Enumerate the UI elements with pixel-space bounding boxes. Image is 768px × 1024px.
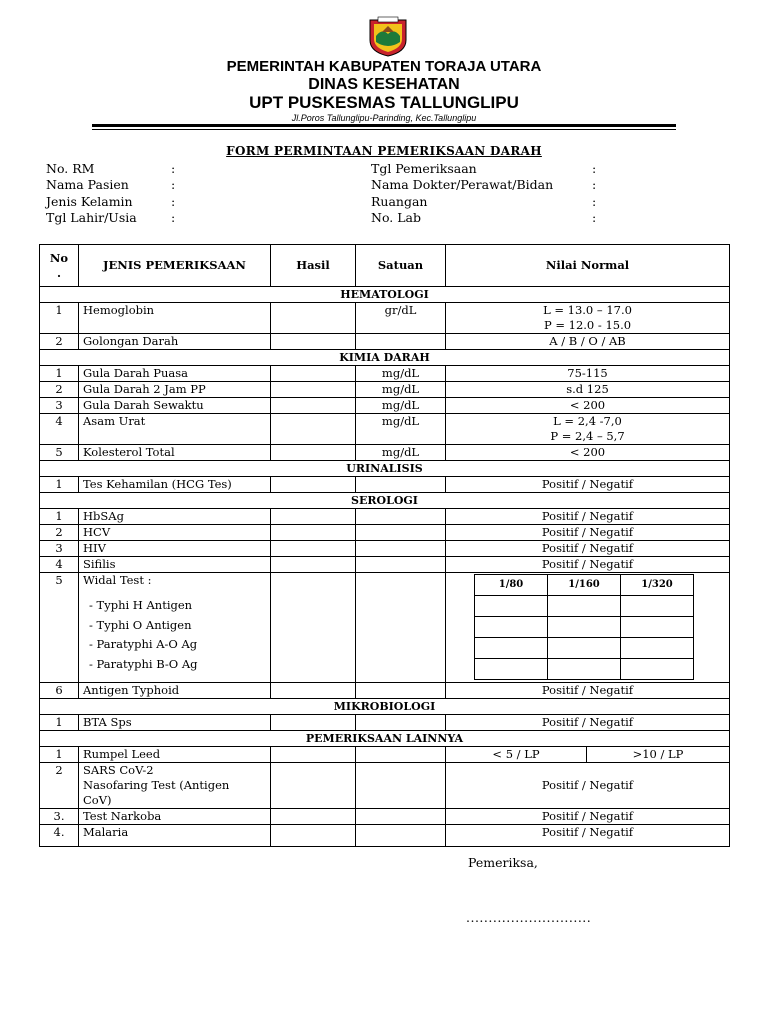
result-cell[interactable] xyxy=(271,382,356,398)
header-puskesmas: UPT PUSKESMAS TALLUNGLIPU xyxy=(249,93,519,112)
table-row: 2 Golongan Darah A / B / O / AB xyxy=(40,334,730,350)
titer-cell[interactable] xyxy=(548,596,621,617)
titer-1-160: 1/160 xyxy=(548,575,621,596)
colon: : xyxy=(171,210,176,225)
table-row: 3. Test Narkoba Positif / Negatif xyxy=(40,809,730,825)
result-cell[interactable] xyxy=(271,366,356,382)
result-cell[interactable] xyxy=(271,414,356,445)
table-row: 1 Gula Darah Puasa mg/dL 75-115 xyxy=(40,366,730,382)
section-hematologi: HEMATOLOGI xyxy=(40,287,730,303)
colon: : xyxy=(171,161,176,176)
section-kimia-darah: KIMIA DARAH xyxy=(40,350,730,366)
toraja-utara-emblem-icon xyxy=(366,14,410,58)
section-serologi: SEROLOGI xyxy=(40,493,730,509)
titer-cell[interactable] xyxy=(621,638,694,659)
result-cell[interactable] xyxy=(271,541,356,557)
table-header-row xyxy=(40,245,730,287)
form-title: FORM PERMINTAAN PEMERIKSAAN DARAH xyxy=(226,144,542,158)
table-row: 1 Hemoglobin gr/dL L = 13.0 – 17.0 P = 12.0 - 15.0 xyxy=(40,303,730,334)
titer-cell[interactable] xyxy=(621,659,694,680)
table-row: 2 Gula Darah 2 Jam PP mg/dL s.d 125 xyxy=(40,382,730,398)
result-cell[interactable] xyxy=(271,509,356,525)
label-no-lab: No. Lab xyxy=(371,210,421,225)
colon: : xyxy=(592,177,597,192)
patient-info-left xyxy=(46,161,346,231)
signature-line: ............................ xyxy=(466,910,592,925)
patient-info-right xyxy=(371,161,611,231)
result-cell[interactable] xyxy=(271,809,356,825)
header-nilai-normal: Nilai Normal xyxy=(446,245,730,287)
titer-cell[interactable] xyxy=(548,638,621,659)
table-row: 6 Antigen Typhoid Positif / Negatif xyxy=(40,683,730,699)
titer-cell[interactable] xyxy=(475,659,548,680)
titer-cell[interactable] xyxy=(475,596,548,617)
result-cell[interactable] xyxy=(271,398,356,414)
table-row: 1 Tes Kehamilan (HCG Tes) Positif / Negatif xyxy=(40,477,730,493)
colon: : xyxy=(171,194,176,209)
header-satuan: Satuan xyxy=(356,245,446,287)
titer-cell[interactable] xyxy=(475,617,548,638)
colon: : xyxy=(592,194,597,209)
titer-cell[interactable] xyxy=(621,617,694,638)
result-cell[interactable] xyxy=(271,334,356,350)
colon: : xyxy=(592,161,597,176)
table-row: 5 Kolesterol Total mg/dL < 200 xyxy=(40,445,730,461)
header-government: PEMERINTAH KABUPATEN TORAJA UTARA xyxy=(226,58,542,75)
widal-title: Widal Test : xyxy=(83,573,152,587)
table-row: 2 SARS CoV-2 Nasofaring Test (Antigen CoV) Positif / Negatif xyxy=(40,763,730,809)
result-cell[interactable] xyxy=(271,747,356,763)
result-cell[interactable] xyxy=(271,763,356,809)
label-nama-dokter: Nama Dokter/Perawat/Bidan xyxy=(371,177,554,192)
table-row: 1 HbSAg Positif / Negatif xyxy=(40,509,730,525)
label-ruangan: Ruangan xyxy=(371,194,428,209)
widal-titer-grid xyxy=(474,574,694,680)
widal-row: 5 Widal Test : - Typhi H Antigen - Typhi O Antigen - Paratyphi A-O Ag - Paratyphi B-O Ag 1/80 1/160 1/320 xyxy=(40,573,730,683)
section-pemeriksaan-lainnya: PEMERIKSAAN LAINNYA xyxy=(40,731,730,747)
result-cell[interactable] xyxy=(271,445,356,461)
result-cell[interactable] xyxy=(271,683,356,699)
section-mikrobiologi: MIKROBIOLOGI xyxy=(40,699,730,715)
exam-table xyxy=(39,244,730,847)
result-cell[interactable] xyxy=(271,825,356,847)
signature-label: Pemeriksa, xyxy=(468,855,538,870)
table-row: 4 Asam Urat mg/dL L = 2,4 -7,0 P = 2,4 – 5,7 xyxy=(40,414,730,445)
titer-cell[interactable] xyxy=(548,617,621,638)
titer-1-80: 1/80 xyxy=(475,575,548,596)
result-cell[interactable] xyxy=(271,525,356,541)
table-row: 2 HCV Positif / Negatif xyxy=(40,525,730,541)
result-cell[interactable] xyxy=(271,303,356,334)
header-divider-thick xyxy=(92,124,676,127)
label-no-rm: No. RM xyxy=(46,161,95,176)
result-cell[interactable] xyxy=(271,573,356,683)
result-cell[interactable] xyxy=(271,477,356,493)
titer-cell[interactable] xyxy=(621,596,694,617)
label-tgl-lahir: Tgl Lahir/Usia xyxy=(46,210,137,225)
titer-cell[interactable] xyxy=(475,638,548,659)
titer-1-320: 1/320 xyxy=(621,575,694,596)
section-urinalisis: URINALISIS xyxy=(40,461,730,477)
header-department: DINAS KESEHATAN xyxy=(308,76,460,93)
table-row: 1 BTA Sps Positif / Negatif xyxy=(40,715,730,731)
label-nama-pasien: Nama Pasien xyxy=(46,177,129,192)
header-divider-thin xyxy=(92,129,676,130)
result-cell[interactable] xyxy=(271,557,356,573)
result-cell[interactable] xyxy=(271,715,356,731)
header-jenis: JENIS PEMERIKSAAN xyxy=(79,245,271,287)
colon: : xyxy=(171,177,176,192)
colon: : xyxy=(592,210,597,225)
table-row: 4. Malaria Positif / Negatif xyxy=(40,825,730,847)
titer-cell[interactable] xyxy=(548,659,621,680)
label-tgl-pemeriksaan: Tgl Pemeriksaan xyxy=(371,161,477,176)
label-jenis-kelamin: Jenis Kelamin xyxy=(46,194,133,209)
header-no: No . xyxy=(40,245,79,287)
table-row: 1 Rumpel Leed < 5 / LP >10 / LP xyxy=(40,747,730,763)
header-address: Jl.Poros Tallunglipu-Parinding, Kec.Tallunglipu xyxy=(291,113,477,123)
header-hasil: Hasil xyxy=(271,245,356,287)
table-row: 3 Gula Darah Sewaktu mg/dL < 200 xyxy=(40,398,730,414)
table-row: 4 Sifilis Positif / Negatif xyxy=(40,557,730,573)
table-row: 3 HIV Positif / Negatif xyxy=(40,541,730,557)
